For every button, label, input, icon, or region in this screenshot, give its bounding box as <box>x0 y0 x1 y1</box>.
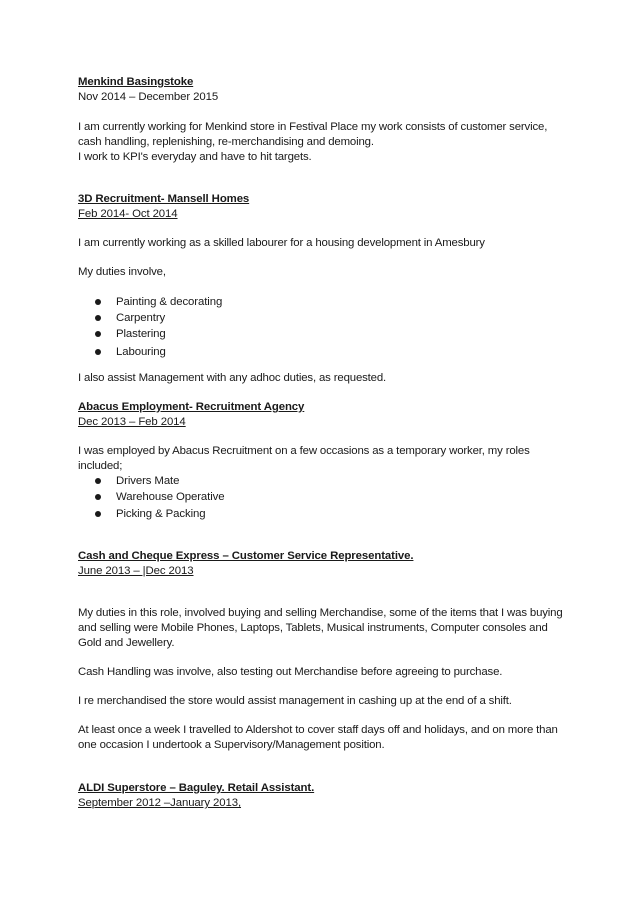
job-entry <box>78 399 578 430</box>
roles-list <box>92 473 224 522</box>
job-title: ALDI Superstore – Baguley. Retail Assistant. <box>78 782 315 794</box>
job-description: I was employed by Abacus Recruitment on a few occasions as a temporary worker, my roles included; <box>78 445 530 472</box>
bullet-icon <box>95 349 101 355</box>
job-title: Abacus Employment- Recruitment Agency <box>78 401 305 413</box>
list-item <box>92 489 224 505</box>
job-entry <box>78 548 578 579</box>
job-description: I also assist Management with any adhoc duties, as requested. <box>78 372 387 384</box>
job-title: Menkind Basingstoke <box>78 76 194 88</box>
list-item <box>92 506 224 522</box>
job-description: I work to KPI's everyday and have to hit targets. <box>78 151 312 163</box>
job-description: I am currently working for Menkind store in Festival Place my work consists of customer service, cash handling, replenishing, re-merchandising and demoing. <box>78 121 548 148</box>
bullet-icon <box>95 331 101 337</box>
job-dates: June 2013 – |Dec 2013 <box>78 565 194 577</box>
list-item <box>92 473 224 489</box>
list-item-label: Picking & Packing <box>116 508 206 520</box>
list-item-label: Warehouse Operative <box>116 491 225 503</box>
job-dates: Feb 2014- Oct 2014 <box>78 208 178 220</box>
bullet-icon <box>95 478 101 484</box>
bullet-icon <box>95 315 101 321</box>
list-item-label: Plastering <box>116 328 166 340</box>
job-description: At least once a week I travelled to Aldershot to cover staff days off and holidays, and on more than one occasion I undertook a Supervisory/Management position. <box>78 724 558 751</box>
list-item-label: Labouring <box>116 346 166 358</box>
job-description: I re merchandised the store would assist management in cashing up at the end of a shift. <box>78 695 512 707</box>
job-title: 3D Recruitment- Mansell Homes <box>78 193 250 205</box>
job-dates: September 2012 –January 2013, <box>78 797 242 809</box>
bullet-icon <box>95 494 101 500</box>
job-entry <box>78 780 578 811</box>
job-description: My duties involve, <box>78 266 166 278</box>
job-description: My duties in this role, involved buying and selling Merchandise, some of the items that I was buying and selling were Mobile Phones, Laptops, Tablets, Musical instruments, Computer consoles and Gold and Jewellery. <box>78 607 563 649</box>
list-item <box>92 294 222 310</box>
list-item <box>92 326 222 342</box>
duties-list <box>92 294 222 360</box>
list-item-label: Painting & decorating <box>116 296 223 308</box>
job-title: Cash and Cheque Express – Customer Service Representative. <box>78 550 414 562</box>
list-item-label: Drivers Mate <box>116 475 180 487</box>
job-dates: Dec 2013 – Feb 2014 <box>78 416 186 428</box>
list-item-label: Carpentry <box>116 312 166 324</box>
job-description: I am currently working as a skilled labourer for a housing development in Amesbury <box>78 237 485 249</box>
bullet-icon <box>95 299 101 305</box>
bullet-icon <box>95 511 101 517</box>
list-item <box>92 310 222 326</box>
job-entry <box>78 74 578 105</box>
list-item <box>92 344 222 360</box>
job-entry <box>78 191 578 222</box>
job-dates: Nov 2014 – December 2015 <box>78 91 219 103</box>
job-description: Cash Handling was involve, also testing out Merchandise before agreeing to purchase. <box>78 666 503 678</box>
